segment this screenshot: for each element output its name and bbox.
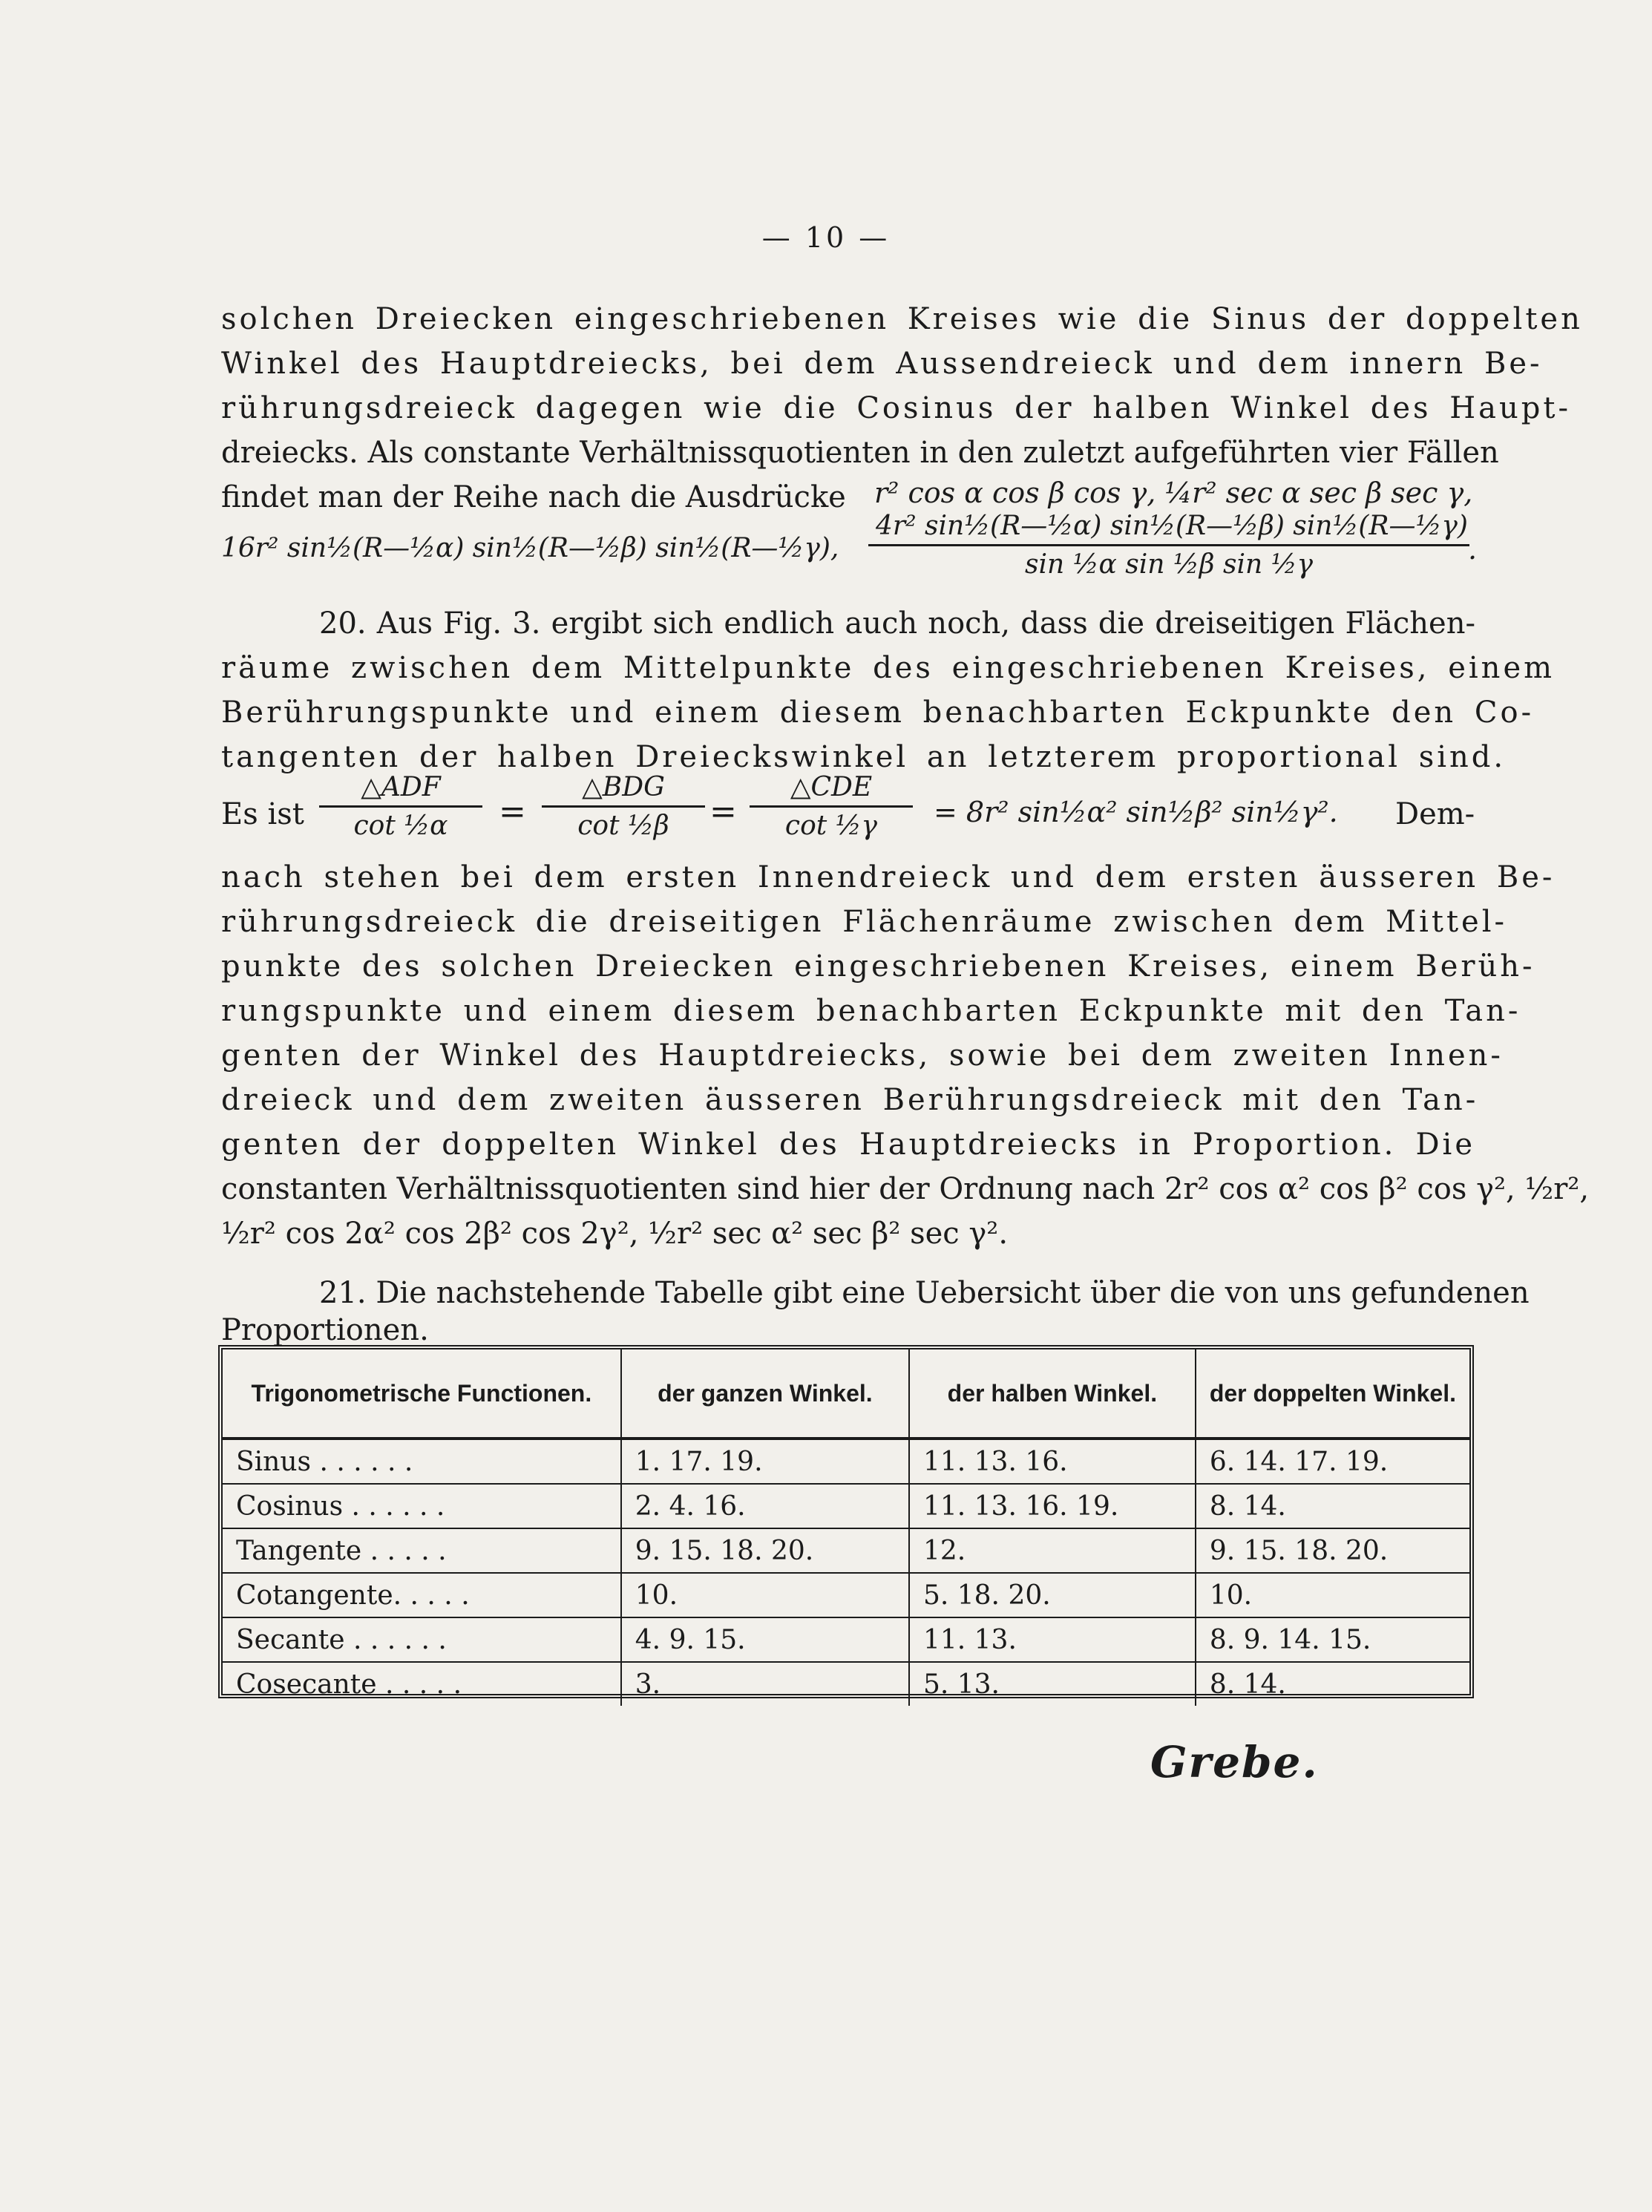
- fraction-cde: [750, 772, 913, 841]
- table-cell: 6. 14. 17. 19.: [1196, 1439, 1469, 1484]
- paragraph-line: Proportionen.: [221, 1313, 429, 1347]
- paragraph-line: Berührungspunkte und einem diesem benachbarten Eckpunkte den Co-: [221, 696, 1535, 730]
- paragraph-line: räume zwischen dem Mittelpunkte des eingeschriebenen Kreises, einem: [221, 651, 1556, 685]
- fraction-adf-denominator: cot ½α: [353, 811, 448, 841]
- paragraph-line: ½r² cos 2α² cos 2β² cos 2γ², ½r² sec α² sec β² sec γ².: [221, 1217, 1009, 1251]
- hyphenated-word: Dem-: [1395, 797, 1475, 831]
- paragraph-line: dreieck und dem zweiten äusseren Berührungsdreieck mit den Tan-: [221, 1083, 1479, 1117]
- table-cell: 9. 15. 18. 20.: [621, 1528, 909, 1573]
- table-row: [223, 1528, 1469, 1573]
- formula-a: 16r² sin½(R—½α) sin½(R—½β) sin½(R—½γ),: [221, 533, 839, 563]
- equals-sign: =: [709, 793, 737, 831]
- page-number: — 10 —: [761, 221, 891, 254]
- column-header: der ganzen Winkel.: [621, 1349, 909, 1439]
- section-21-heading-line: 21. Die nachstehende Tabelle gibt eine Uebersicht über die von uns gefundenen: [319, 1276, 1530, 1310]
- table-cell: 8. 14.: [1209, 1669, 1286, 1700]
- paragraph-line: constanten Verhältnissquotienten sind hier der Ordnung nach 2r² cos α² cos β² cos γ², ½r²,: [221, 1172, 1590, 1206]
- fraction-cde-denominator: cot ½γ: [784, 811, 878, 841]
- table-cell: 4. 9. 15.: [621, 1617, 909, 1662]
- fraction-adf-numerator: △ADF: [319, 772, 482, 808]
- formula-b: [868, 511, 1469, 580]
- table-cell: 11. 13. 16. 19.: [909, 1484, 1196, 1528]
- table-cell: 12.: [909, 1528, 1196, 1573]
- fraction-bdg-denominator: cot ½β: [577, 811, 669, 841]
- column-header: Trigonometrische Functionen.: [223, 1349, 621, 1439]
- paragraph-line: solchen Dreiecken eingeschriebenen Kreises wie die Sinus der doppelten: [221, 302, 1583, 336]
- table-row: [223, 1484, 1469, 1528]
- proportions-table: [218, 1345, 1474, 1698]
- section-20-heading-line: 20. Aus Fig. 3. ergibt sich endlich auch noch, dass die dreiseitigen Flächen-: [319, 606, 1475, 641]
- table-cell: Cotangente. . . . .: [223, 1573, 621, 1617]
- table-cell: 10.: [621, 1573, 909, 1617]
- fraction-adf: [319, 772, 482, 841]
- table-row: [223, 1573, 1469, 1617]
- table-row: [223, 1439, 1469, 1484]
- paragraph-line: genten der doppelten Winkel des Hauptdreiecks in Proportion. Die: [221, 1128, 1475, 1162]
- fraction-cde-numerator: △CDE: [750, 772, 913, 808]
- paragraph-line: rührungsdreieck dagegen wie die Cosinus der halben Winkel des Haupt-: [221, 391, 1571, 425]
- table-cell: 11. 13.: [909, 1617, 1196, 1662]
- paragraph-line: tangenten der halben Dreieckswinkel an letzterem proportional sind.: [221, 740, 1507, 774]
- table-cell: 1. 17. 19.: [621, 1439, 909, 1484]
- author-signature: Grebe.: [1150, 1737, 1319, 1787]
- formula-b-end: .: [1468, 533, 1478, 566]
- paragraph-line: genten der Winkel des Hauptdreiecks, sowie bei dem zweiten Innen-: [221, 1038, 1504, 1073]
- column-header: der halben Winkel.: [909, 1349, 1196, 1439]
- fraction-bdg-numerator: △BDG: [542, 772, 705, 808]
- formula-inline: r² cos α cos β cos γ, ¼r² sec α sec β sec γ,: [874, 477, 1473, 509]
- table-header-row: [223, 1349, 1469, 1439]
- table-cell: Sinus . . . . . .: [223, 1439, 621, 1484]
- table-row: [223, 1662, 1469, 1706]
- table-cell: 2. 4. 16.: [621, 1484, 909, 1528]
- formula-b-numerator: 4r² sin½(R—½α) sin½(R—½β) sin½(R—½γ): [868, 511, 1469, 546]
- paragraph-line: nach stehen bei dem ersten Innendreieck und dem ersten äusseren Be-: [221, 860, 1556, 894]
- table-cell: 3.: [621, 1662, 909, 1706]
- table-cell: Cosinus . . . . . .: [223, 1484, 621, 1528]
- fraction-bdg: [542, 772, 705, 841]
- table-cell: 10.: [1196, 1573, 1469, 1617]
- paragraph-line: rungspunkte und einem diesem benachbarten Eckpunkte mit den Tan-: [221, 994, 1521, 1028]
- paragraph-line: Winkel des Hauptdreiecks, bei dem Aussendreieck und dem innern Be-: [221, 347, 1543, 381]
- table-cell: Tangente . . . . .: [223, 1528, 621, 1573]
- equals-sign: =: [499, 793, 526, 831]
- table-row: [223, 1617, 1469, 1662]
- paragraph-line: dreiecks. Als constante Verhältnissquotienten in den zuletzt aufgeführten vier Fällen: [221, 436, 1499, 470]
- column-header: der doppelten Winkel.: [1196, 1349, 1469, 1439]
- formula-result: = 8r² sin½α² sin½β² sin½γ².: [934, 796, 1338, 828]
- table-cell: 9. 15. 18. 20.: [1196, 1528, 1469, 1573]
- table-cell: 8. 9. 14. 15.: [1196, 1617, 1469, 1662]
- table-cell: 8. 14.: [1196, 1484, 1469, 1528]
- table-cell: 5. 13.: [909, 1662, 1196, 1706]
- paragraph-line: findet man der Reihe nach die Ausdrücke: [221, 480, 846, 514]
- paragraph-line: punkte des solchen Dreiecken eingeschriebenen Kreises, einem Berüh-: [221, 949, 1535, 984]
- paragraph-line: rührungsdreieck die dreiseitigen Flächenräume zwischen dem Mittel-: [221, 905, 1508, 939]
- table-cell: 11. 13. 16.: [909, 1439, 1196, 1484]
- es-ist-label: Es ist: [221, 797, 304, 831]
- table-cell: Secante . . . . . .: [223, 1617, 621, 1662]
- table-cell: Cosecante . . . . .: [223, 1662, 621, 1706]
- formula-b-denominator: sin ½α sin ½β sin ½γ: [1024, 549, 1314, 580]
- table-cell: 5. 18. 20.: [909, 1573, 1196, 1617]
